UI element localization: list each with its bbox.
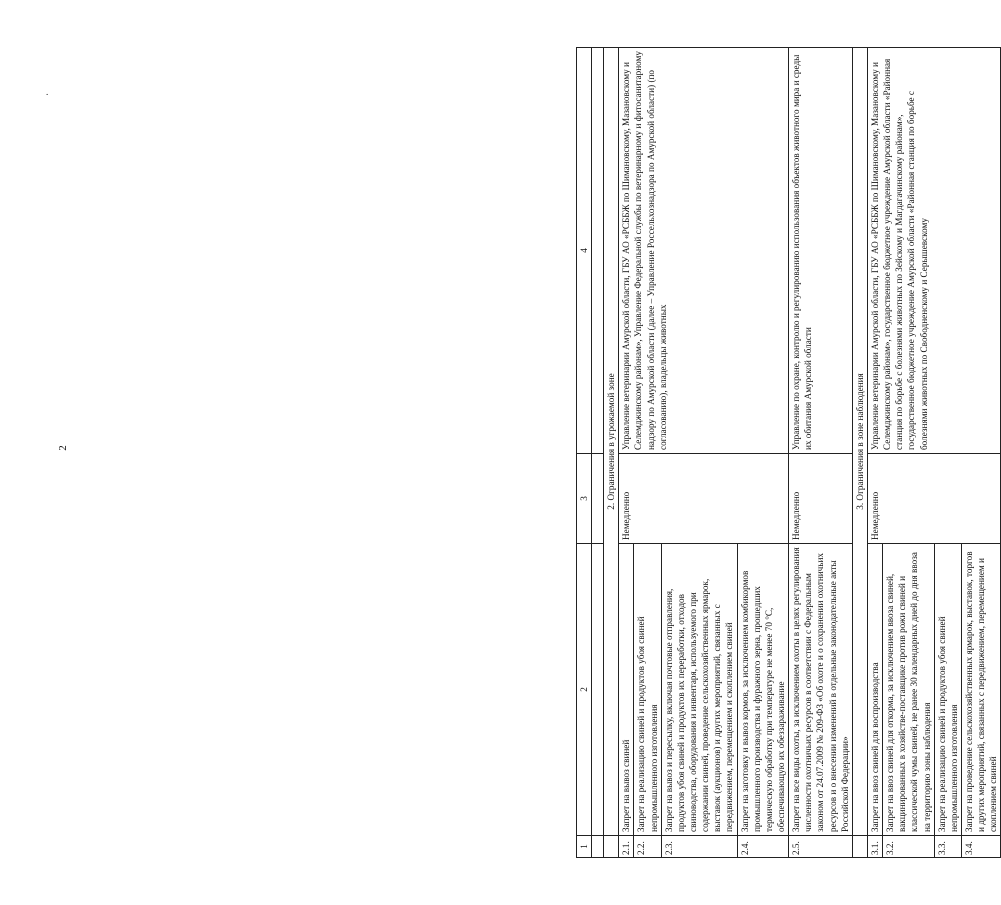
row-number: 2.1. — [619, 836, 634, 858]
measure-cell: Запрет на ввоз свиней для откорма, за исключением ввоза свиней, вакцинированных в хозяйстве-поставщике против рожи свиней и классической чумы свиней, не ранее 30 календарных дней до дня ввоза на территорию зоны наблюдения — [883, 544, 935, 836]
section-header-row — [852, 48, 867, 858]
term-cell: Немедленно — [789, 454, 853, 544]
header-col-1: 1 — [577, 836, 592, 858]
measure-cell: Запрет на реализацию свиней и продуктов убоя свиней непромышленного изготовления — [634, 544, 661, 836]
scan-dot: . — [46, 87, 49, 97]
section-3-title: 3. Ограничения в зоне наблюдения — [852, 48, 867, 836]
row-number: 2.5. — [789, 836, 853, 858]
row-number: 3.4. — [961, 836, 1000, 858]
term-cell: Немедленно — [619, 454, 789, 544]
term-cell: Немедленно — [867, 454, 1000, 544]
responsible-cell: Управление ветеринарии Амурской области, ГБУ АО «РСББЖ по Шимановскому, Мазановскому и Селемджинскому районам», государственное бюджетное учреждение Амурской области «Районная станция по борьбе с болезнями животных по Зейскому и Магдагачинскому районам», государственное бюджетное учреждение Амурской области «Районная станция по борьбе с болезнями животных по Свободненскому и Серышевскому — [867, 48, 1000, 454]
table-row — [867, 48, 882, 858]
table-row — [619, 48, 634, 858]
header-col-3: 3 — [577, 454, 592, 544]
measure-cell: Запрет на проведение сельскохозяйственных ярмарок, выставок, торгов и других мероприятий, связанных с передвижением, перемещением и скоплением свиней — [961, 544, 1000, 836]
rotated-sheet — [576, 48, 1001, 858]
page-number: 2 — [56, 445, 69, 451]
row-number: 3.2. — [883, 836, 935, 858]
section-header-row — [604, 48, 619, 858]
header-col-2: 2 — [577, 544, 592, 836]
row-number: 2.4. — [737, 836, 789, 858]
responsible-cell: Управление ветеринарии Амурской области, ГБУ АО «РСББЖ по Шимановскому, Мазановскому и Селемджинскому районам», Управление Федеральной службы по ветеринарному и фитосанитарному надзору по Амурской области (далее – Управление Россельхознадзора по Амурской области) (по согласованию), владельцы животных — [619, 48, 789, 454]
responsible-cell: Управление по охране, контролю и регулированию использования объектов животного мира и среды их обитания Амурской области — [789, 48, 853, 454]
row-number: 2.3. — [661, 836, 737, 858]
row-number: 3.1. — [867, 836, 882, 858]
measure-cell: Запрет на все виды охоты, за исключением охоты в целях регулирования численности охотничьих ресурсов в соответствии с Федеральным законом от 24.07.2009 № 209-ФЗ «Об охоте и о сохранении охотничьих ресурсов и о внесении изменений в отдельные законодательные акты Российской Федерации» — [789, 544, 853, 836]
table-row — [789, 48, 853, 858]
section-2-title: 2. Ограничения в угрожаемой зоне — [604, 48, 619, 836]
row-number: 2.2. — [634, 836, 661, 858]
restrictions-table — [576, 47, 1001, 858]
measure-cell: Запрет на вывоз и пересылку, включая почтовые отправления, продуктов убоя свиней и продуктов их переработки, отходов свиноводства, оборудования и инвентаря, используемого при содержании свиней, проведение сельскохозяйственных ярмарок, выставок (аукционов) и других мероприятий, связанных с передвижением, перемещением и скоплением свиней — [661, 544, 737, 836]
header-row — [577, 48, 592, 858]
measure-cell: Запрет на вывоз свиней — [619, 544, 634, 836]
measure-cell: Запрет на реализацию свиней и продуктов убоя свиней непромышленного изготовления — [934, 544, 961, 836]
row-number: 3.3. — [934, 836, 961, 858]
header-col-4: 4 — [577, 48, 592, 454]
spacer-row — [592, 48, 604, 858]
measure-cell: Запрет на ввоз свиней для воспроизводства — [867, 544, 882, 836]
measure-cell: Запрет на заготовку и вывоз кормов, за исключением комбикормов промышленного производства и фуражного зерна, прошедших термическую обработку при температуре не менее 70 °С, обеспечивающую их обеззараживание — [737, 544, 789, 836]
